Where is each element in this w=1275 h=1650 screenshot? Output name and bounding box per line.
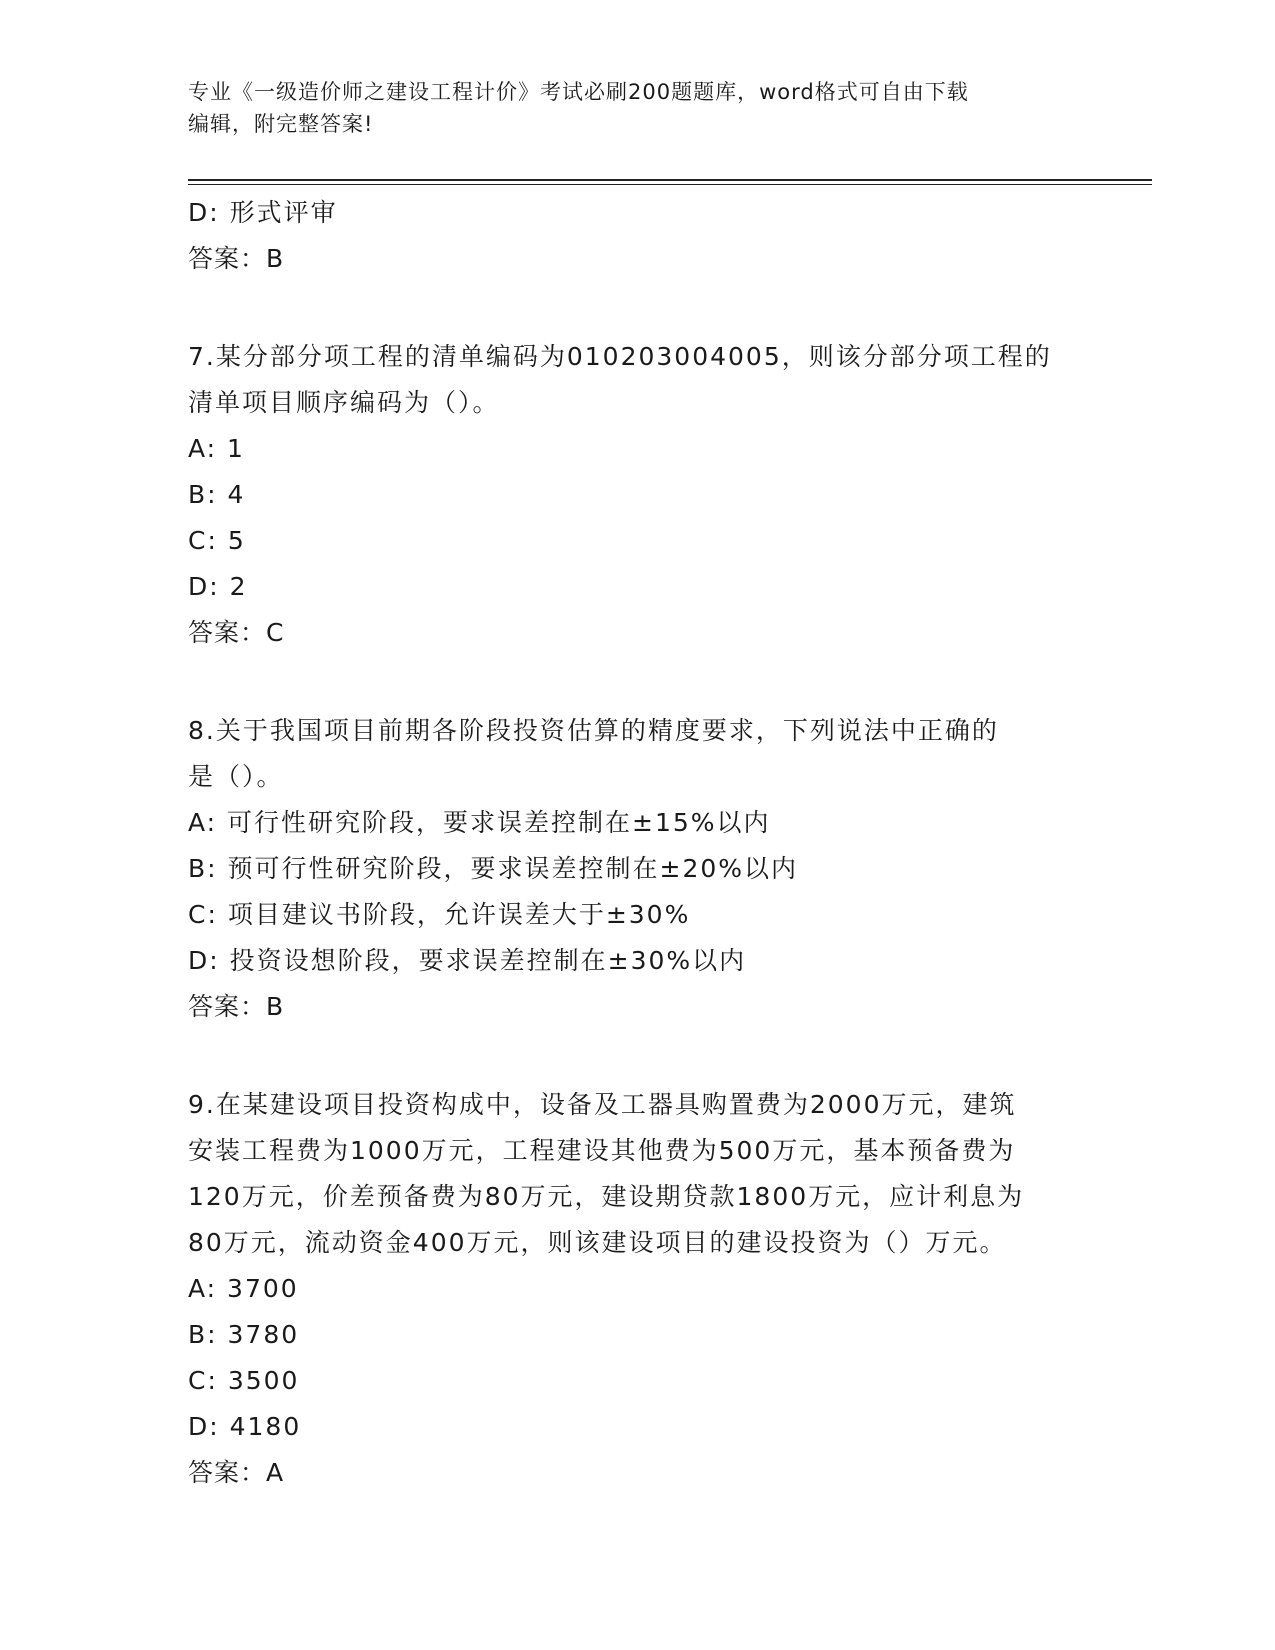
option-a: A: 3700 (188, 1274, 299, 1303)
answer: 答案：B (188, 992, 285, 1021)
option-c: C: 项目建议书阶段，允许误差大于±30% (188, 900, 691, 929)
option-c: C: 3500 (188, 1366, 300, 1395)
option-c: C: 5 (188, 526, 246, 555)
answer: 答案：B (188, 244, 285, 273)
question-text (188, 334, 1088, 426)
answer: 答案：C (188, 618, 285, 647)
previous-question-tail (188, 190, 1088, 282)
option-a: A: 1 (188, 434, 245, 463)
question-text (188, 708, 1088, 800)
question-line: 清单项目顺序编码为（）。 (188, 388, 500, 417)
option-b: B: 预可行性研究阶段，要求误差控制在±20%以内 (188, 854, 799, 883)
question-8 (188, 708, 1088, 1030)
question-line: 安装工程费为1000万元，工程建设其他费为500万元，基本预备费为 (188, 1136, 1016, 1165)
option-d: D: 形式评审 (188, 198, 338, 227)
page-header (188, 76, 1088, 140)
answer: 答案：A (188, 1458, 285, 1487)
header-divider (188, 179, 1152, 185)
question-9 (188, 1082, 1088, 1496)
option-d: D: 2 (188, 572, 248, 601)
document-body (188, 190, 1088, 1496)
question-line: 120万元，价差预备费为80万元，建设期贷款1800万元，应计利息为 (188, 1182, 1025, 1211)
option-a: A: 可行性研究阶段，要求误差控制在±15%以内 (188, 808, 771, 837)
option-d: D: 4180 (188, 1412, 302, 1441)
header-line-2: 编辑，附完整答案! (188, 112, 374, 136)
option-d: D: 投资设想阶段，要求误差控制在±30%以内 (188, 946, 747, 975)
option-b: B: 3780 (188, 1320, 300, 1349)
question-line: 7.某分部分项工程的清单编码为010203004005，则该分部分项工程的 (188, 342, 1052, 371)
question-line: 是（）。 (188, 762, 284, 791)
header-line-1: 专业《一级造价师之建设工程计价》考试必刷200题题库，word格式可自由下载 (188, 80, 969, 104)
question-line: 80万元，流动资金400万元，则该建设项目的建设投资为（）万元。 (188, 1228, 1007, 1257)
question-line: 9.在某建设项目投资构成中，设备及工器具购置费为2000万元，建筑 (188, 1090, 1017, 1119)
option-b: B: 4 (188, 480, 246, 509)
question-text (188, 1082, 1088, 1266)
question-line: 8.关于我国项目前期各阶段投资估算的精度要求，下列说法中正确的 (188, 716, 999, 745)
question-7 (188, 334, 1088, 656)
